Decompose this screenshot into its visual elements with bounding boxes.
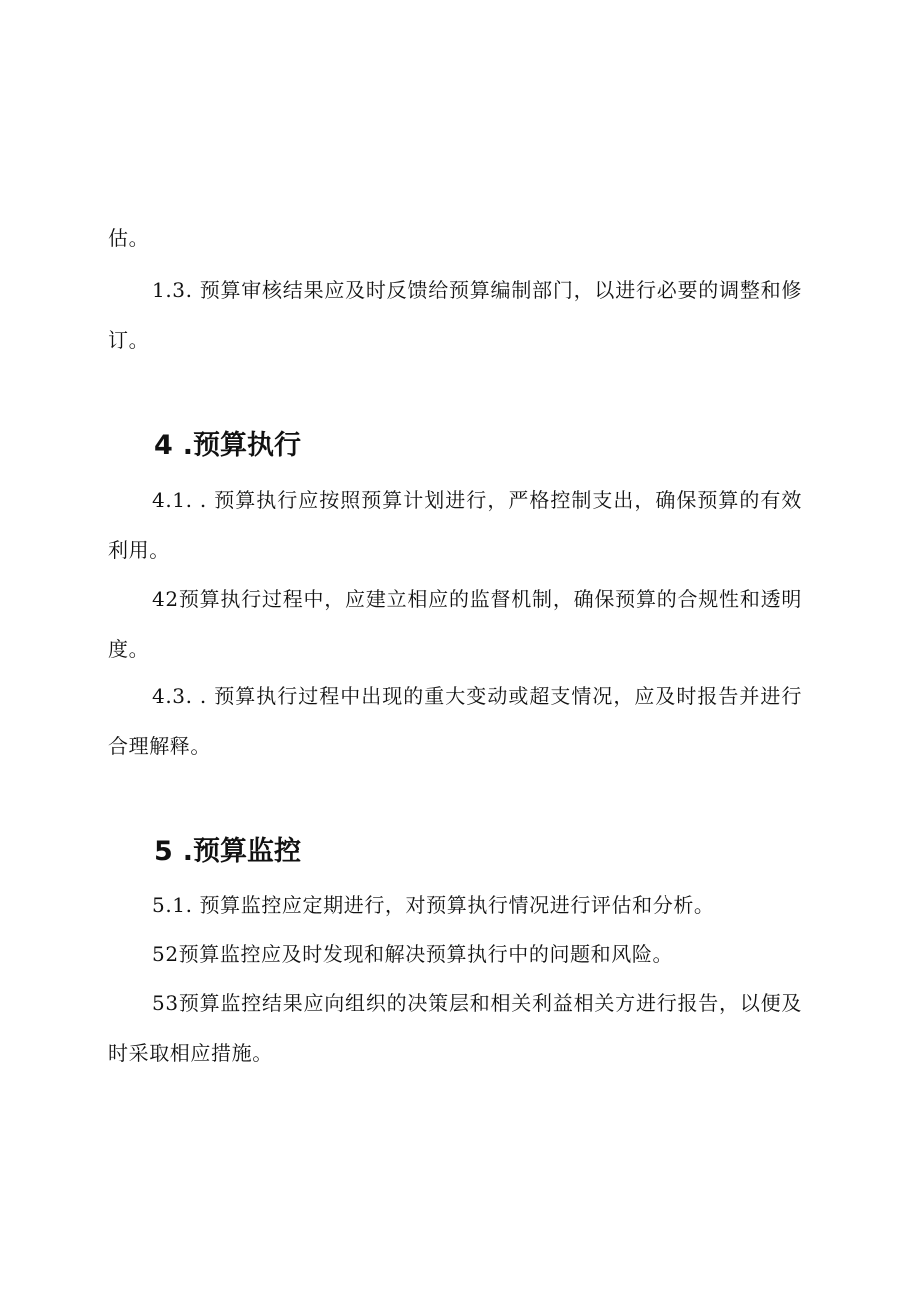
paragraph-4-2: 42预算执行过程中，应建立相应的监督机制，确保预算的合规性和透明度。: [108, 587, 802, 661]
paragraph-4-1: 4.1. . 预算执行应按照预算计划进行，严格控制支出，确保预算的有效利用。: [108, 488, 802, 562]
paragraph-4-3: 4.3. . 预算执行过程中出现的重大变动或超支情况，应及时报告并进行合理解释。: [108, 684, 802, 758]
section-5-title: .预算监控: [182, 836, 302, 867]
section-5-number: 5: [154, 836, 173, 867]
section-4-title: .预算执行: [182, 430, 302, 461]
paragraph-5-3: 53预算监控结果应向组织的决策层和相关利益相关方进行报告，以便及时采取相应措施。: [108, 991, 802, 1065]
section-4-heading: [108, 426, 802, 466]
section-5-heading: [108, 832, 802, 872]
paragraph-1-3: 1.3. 预算审核结果应及时反馈给预算编制部门，以进行必要的调整和修订。: [108, 278, 802, 352]
paragraph-continuation: 估。: [108, 226, 150, 250]
paragraph-5-1: 5.1. 预算监控应定期进行，对预算执行情况进行评估和分析。: [152, 893, 715, 917]
paragraph-5-2: 52预算监控应及时发现和解决预算执行中的问题和风险。: [152, 942, 674, 966]
section-4-number: 4: [154, 430, 173, 461]
